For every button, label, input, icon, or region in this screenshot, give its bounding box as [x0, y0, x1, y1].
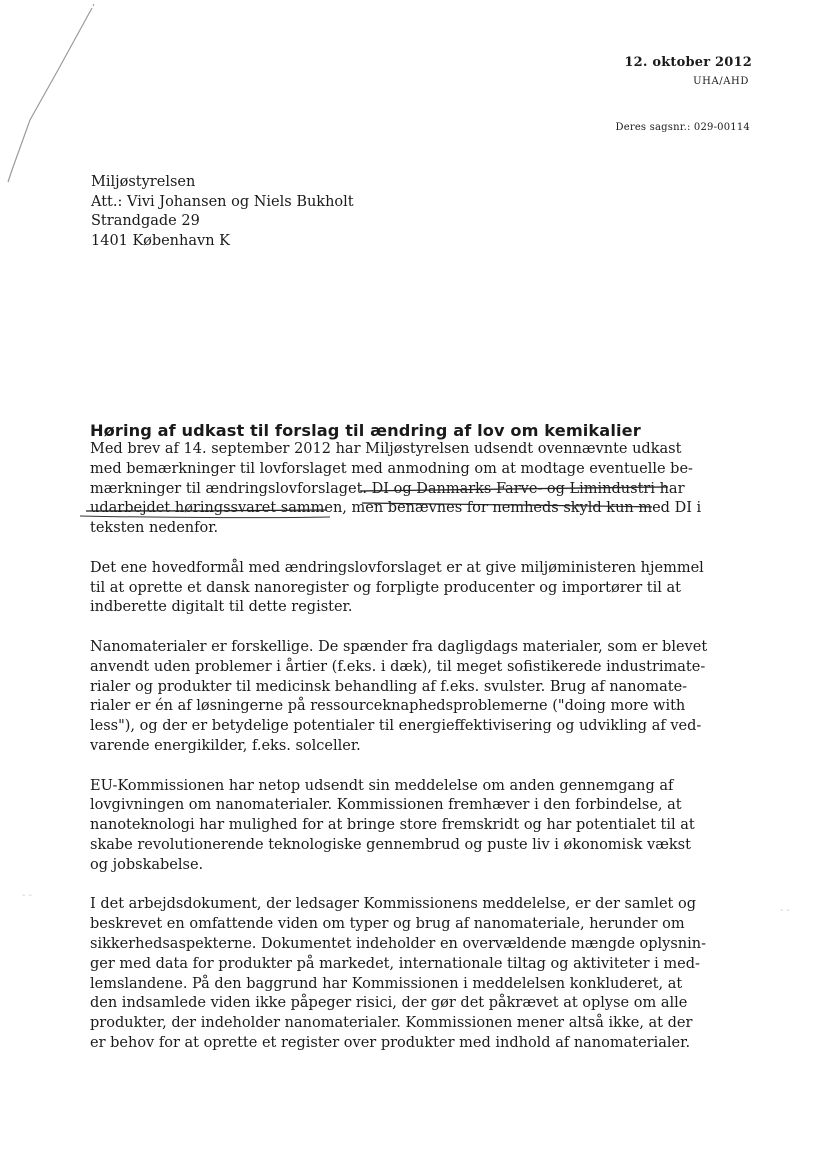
text-line: til at oprette et dansk nanoregister og forpligte producenter og importører til at: [90, 579, 681, 596]
text-line: lemslandene. På den baggrund har Kommissionen i meddelelsen konkluderet, at: [90, 975, 683, 992]
scan-speck: - -: [22, 890, 32, 901]
text-line: less"), og der er betydelige potentialer til energieffektivisering og udvikling af ved-: [90, 718, 702, 735]
text-line: anvendt uden problemer i årtier (f.eks. i dæk), til meget sofistikerede industrimate-: [90, 658, 706, 675]
text-line: udarbejdet høringssvaret sammen, men benævnes for nemheds skyld kun med DI i: [90, 500, 702, 517]
text-line: I det arbejdsdokument, der ledsager Kommissionens meddelelse, er der samlet og: [90, 896, 697, 913]
text-line: lovgivningen om nanomaterialer. Kommissionen fremhæver i den forbindelse, at: [90, 797, 682, 814]
text-line: rialer og produkter til medicinsk behandling af f.eks. svulster. Brug af nanomate-: [90, 678, 688, 695]
paragraph: [90, 895, 707, 1053]
text-line: Nanomaterialer er forskellige. De spænder fra dagligdags materialer, som er blevet: [90, 638, 708, 655]
recipient-street: Strandgade 29: [91, 213, 200, 229]
text-line: sikkerhedsaspekterne. Dokumentet indeholder en overvældende mængde oplysnin-: [90, 935, 707, 952]
text-line: varende energikilder, f.eks. solceller.: [90, 737, 361, 754]
text-line: den indsamlede viden ikke påpeger risici, der gør det påkrævet at oplyse om alle: [90, 995, 688, 1012]
paragraph: [90, 559, 704, 618]
text-line: og jobskabelse.: [90, 856, 204, 873]
text-line: Det ene hovedformål med ændringslovforslaget er at give miljøministeren hjemmel: [90, 559, 704, 576]
case-reference: Deres sagsnr.: 029-00114: [615, 122, 750, 133]
text-line: mærkninger til ændringslovforslaget. DI og Danmarks Farve- og Limindustri har: [90, 480, 685, 497]
text-line: indberette digitalt til dette register.: [90, 599, 353, 616]
letter-date: 12. oktober 2012: [624, 55, 752, 70]
paragraph: [90, 440, 702, 539]
recipient-name: Miljøstyrelsen: [91, 174, 196, 190]
paragraph: [90, 638, 708, 757]
letter-subject: Høring af udkast til forslag til ændring af lov om kemikalier: [90, 421, 641, 440]
letter-initials: UHA/AHD: [693, 76, 749, 87]
scan-speck: - -: [780, 905, 790, 916]
letter-body: [90, 440, 708, 1074]
text-line: produkter, der indeholder nanomaterialer. Kommissionen mener altså ikke, at der: [90, 1015, 693, 1032]
text-line: er behov for at oprette et register over produkter med indhold af nanomaterialer.: [90, 1034, 691, 1051]
recipient-address: [91, 173, 354, 251]
text-line: med bemærkninger til lovforslaget med anmodning om at modtage eventuelle be-: [90, 460, 693, 477]
text-line: teksten nedenfor.: [90, 520, 219, 537]
text-line: Med brev af 14. september 2012 har Miljøstyrelsen udsendt ovennævnte udkast: [90, 441, 682, 457]
text-line: rialer er én af løsningerne på ressourceknaphedsproblemerne ("doing more with: [90, 698, 686, 715]
recipient-attention: Att.: Vivi Johansen og Niels Bukholt: [91, 193, 354, 210]
scan-fold-line: [0, 0, 100, 190]
text-line: nanoteknologi har mulighed for at bringe store fremskridt og har potentialet til at: [90, 817, 695, 834]
text-line: beskrevet en omfattende viden om typer og brug af nanomateriale, herunder om: [90, 916, 685, 933]
paragraph: [90, 777, 695, 876]
text-line: skabe revolutionerende teknologiske gennembrud og puste liv i økonomisk vækst: [90, 836, 691, 853]
text-line: ger med data for produkter på markedet, internationale tiltag og aktiviteter i med-: [90, 955, 700, 972]
text-line: EU-Kommissionen har netop udsendt sin meddelelse om anden gennemgang af: [90, 777, 674, 794]
recipient-city: 1401 København K: [91, 232, 230, 249]
